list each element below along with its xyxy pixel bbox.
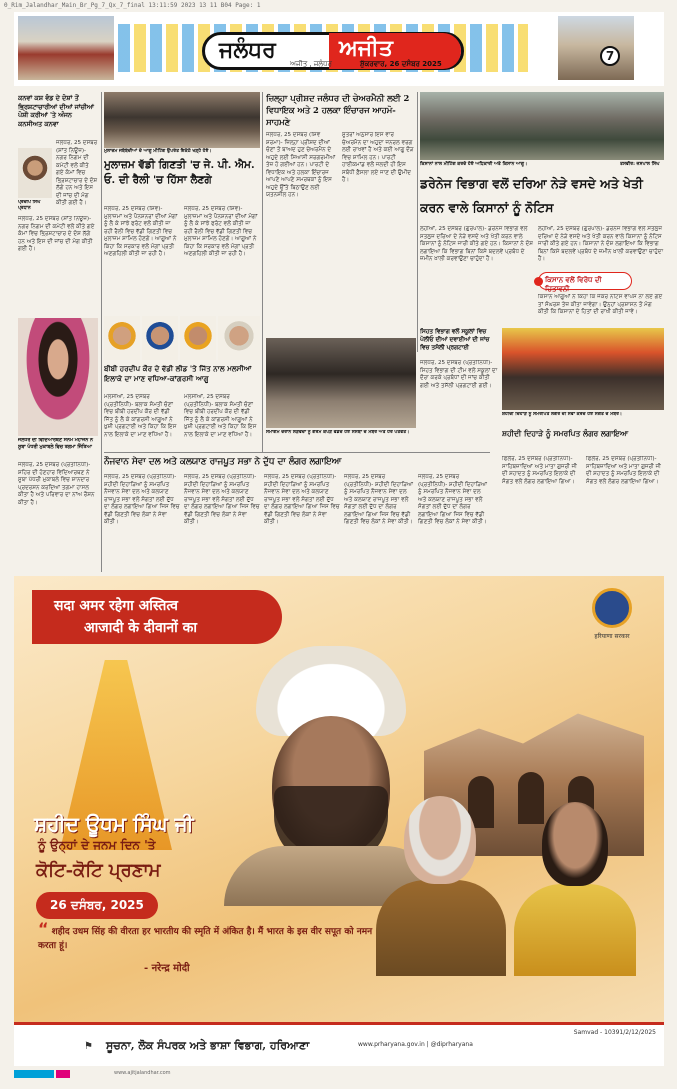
masthead-photo-right (558, 16, 634, 80)
column-rule (417, 92, 418, 352)
logo-text: हरियाणा सरकार (594, 633, 630, 640)
farmers-body-2: ਕਿਸਾਨ ਆਗੂਆਂ ਨੇ ਕਿਹਾ ਕਿ ਜੇਕਰ ਨੋਟਿਸ ਵਾਪਸ ਨਾ ਲਏ ਗਏ ਤਾਂ ਸੰਘਰਸ਼ ਤੇਜ਼ ਕੀਤਾ ਜਾਵੇਗਾ। ਉਨ੍ਹਾਂ ਪ੍ਰਸ਼ਾਸਨ ਤੋਂ ਮੰਗ ਕੀਤੀ ਕਿ ਕਿਸਾਨਾਂ ਦੇ ਹਿਤਾਂ ਦੀ ਰਾਖੀ ਕੀਤੀ ਜਾਵੇ। (538, 294, 663, 315)
portrait-photo (18, 148, 52, 198)
ad-tagline-1: सदा अमर रहेगा अस्तित्व (54, 598, 178, 614)
ngo-headline: ਨੌਜਵਾਨ ਸੇਵਾ ਦਲ ਅਤੇ ਕਲਯਾਣ ਰਾਜਪੂਤ ਸਭਾ ਨੇ ਦੁੱਧ ਦਾ ਲੰਗਰ ਲਗਾਇਆ (104, 457, 342, 467)
section-rule (104, 452, 490, 453)
farmers-headline: ਡਰੇਨੇਜ ਵਿਭਾਗ ਵਲੋਂ ਦਰਿਆ ਨੇੜੇ ਵਸਦੇ ਅਤੇ ਖੇਤੀ ਕਰਨ ਵਾਲੇ ਕਿਸਾਨਾਂ ਨੂੰ ਨੋਟਿਸ (420, 176, 643, 215)
headshot-2 (142, 316, 178, 360)
ad-tagline-box (32, 590, 282, 644)
left-body: ਜਲੰਧਰ, 25 ਦਸੰਬਰ (ਸ਼ਾਂਤ ਨਿਊਜ਼)- ਨਗਰ ਨਿਗਮ ਦੀ ਕਮੇਟੀ ਵਲੋਂ ਕੀਤੇ ਗਏ ਕੰਮਾਂ ਵਿਚ ਭ੍ਰਿਸ਼ਟਾਚਾਰ ਦੇ ਦੋਸ਼ ਲੱਗੇ ਹਨ ਅਤੇ ਇਸ ਦੀ ਜਾਂਚ ਦੀ ਮੰਗ ਕੀਤੀ ਗਈ ਹੈ। (56, 140, 98, 206)
headshot-4 (218, 316, 260, 360)
cm-photo (510, 786, 640, 976)
ad-web-handles: www.prharyana.gov.in | @diprharyana (358, 1041, 473, 1048)
logo-brand: ਅਜੀਤ (329, 33, 461, 69)
cyan-bar (14, 1070, 54, 1078)
portrait-caption: ਪ੍ਰਦੀਪ ਸਿੰਘ ਪ੍ਰਧਾਨ (18, 200, 41, 211)
rally-photo (104, 92, 260, 148)
left-headline: ਕਨਵਾਂ ਕਸ਼ ਵੰਡ ਦੇ ਦੋਸ਼ਾਂ ਤੋਂ ਭ੍ਰਿਸ਼ਟਾਚਾਰੀਆਂ ਦੀਆਂ ਜਾਂਚੀਆਂ ਪੋਸ਼ੀ ਕਰੀਆਂ 'ਤੇ ਅੰਜਨ ਕਨਸੀਅਤ ਕਨਵਾ (18, 94, 94, 128)
farmers-tag (538, 272, 632, 293)
farmers-tag-label: ਕਿਸਾਨ ਵਲੋਂ ਵਿਰੋਧ ਦੀ ਚਿਤਾਵਨੀ (545, 276, 602, 293)
ad-line-3: ਕੋਟਿ-ਕੋਟਿ ਪ੍ਰਣਾਮ (36, 860, 161, 881)
logo-city: ਜਲੰਧਰ (219, 37, 276, 63)
ad-quote (38, 919, 378, 953)
pm-photo (370, 776, 510, 976)
ad-name: ਸ਼ਹੀਦ ਊਧਮ ਸਿੰਘ ਜੀ (34, 812, 194, 836)
ad-date-badge: 26 ਦਸੰਬਰ, 2025 (36, 892, 158, 919)
bibi-headline: ਬੀਬੀ ਹਰਦੀਪ ਕੌਰ ਦੇ ਵੱਡੀ ਲੀਡ 'ਤੇ ਜਿੱਤ ਨਾਲ ਮਲਸੀਆਂ ਇਲਾਕੇ ਦਾ ਮਾਣ ਵਧਿਆ-ਕਾਂਗਰਸੀ ਆਗੂ (104, 364, 252, 383)
bags-headline: ਸਿਹਤ ਵਿਭਾਗ ਵਲੋਂ ਸਕੂਲਾਂ ਵਿਚ ਪੋਲੀਓ ਦੀਆਂ ਦਵਾਈਆਂ ਦੀ ਜਾਂਚ ਵਿਚ ਤਸੱਲੀ ਪ੍ਰਗਟਾਈ (420, 329, 490, 351)
board-body: ਜਲੰਧਰ, 25 ਦਸੰਬਰ (ਸ਼ਿਵ ਸ਼ਰਮਾ)- ਜ਼ਿਲ੍ਹਾ ਪ੍ਰੀਸ਼ਦ ਦੀਆਂ ਚੋਣਾਂ ਤੋਂ ਬਾਅਦ ਹੁਣ ਚੇਅਰਮੈਨ ਦੇ ਅਹੁਦੇ ਲਈ ਸਿਆਸੀ ਸਰਗਰਮੀਆਂ ਤੇਜ਼ ਹੋ ਗਈਆਂ ਹਨ। ਪਾਰਟੀ ਦੇ ਵਿਧਾਇਕ ਅਤੇ ਹਲਕਾ ਇੰਚਾਰਜ ਆਪਣੇ ਆਪਣੇ ਸਮਰਥਕਾਂ ਨੂੰ ਇਸ ਅਹੁਦੇ ਉੱਤੇ ਬਿਠਾਉਣ ਲਈ ਯਤਨਸ਼ੀਲ ਹਨ। (266, 132, 336, 198)
woman-photo (18, 318, 98, 436)
column-rule (262, 92, 263, 452)
ad-quote-author: - नरेन्द्र मोदी (144, 963, 190, 974)
print-strip (14, 1070, 664, 1080)
rally-photo-caption: ਮੁਲਾਜ਼ਮ ਜਥੇਬੰਦੀਆਂ ਦੇ ਆਗੂ ਮੀਟਿੰਗ ਉਪਰੰਤ ਇਕੱਠੇ ਖੜ੍ਹੇ ਹੋਏ। (104, 149, 212, 154)
ngo-body-2: ਜਲੰਧਰ, 25 ਦਸੰਬਰ (ਪ੍ਰਤੀਨਿਧੀ)- ਸ਼ਹੀਦੀ ਦਿਹਾੜਿਆਂ ਨੂੰ ਸਮਰਪਿਤ ਨੌਜਵਾਨ ਸੇਵਾ ਦਲ ਅਤੇ ਕਲਯਾਣ ਰਾਜਪੂਤ ਸਭਾ ਵਲੋਂ ਸੰਗਤਾਂ ਲਈ ਦੁੱਧ ਦਾ ਲੰਗਰ ਲਗਾਇਆ ਗਿਆ ਜਿਸ ਵਿਚ ਵੱਡੀ ਗਿਣਤੀ ਵਿਚ ਲੋਕਾਂ ਨੇ ਸੇਵਾ ਕੀਤੀ। (184, 474, 260, 525)
woman-caption: ਜਲੰਧਰ ਦੀ ਵਿਦਿਆਰਥਣ ਸੋਨਮ ਮਹਾਜਨ ਨੇ ਸੂਬਾ ਪੱਧਰੀ ਮੁਕਾਬਲੇ ਵਿਚ ਤਗਮਾ ਜਿੱਤਿਆ (18, 438, 93, 450)
farmers-photo (420, 92, 664, 160)
ad-quote-text: शहीद उधम सिंह की वीरता हर भारतीय की स्मृति में अंकित है। मैं भारत के इस वीर सपूत को नमन करता हूं। (38, 927, 373, 951)
tag-bullet-icon (534, 277, 543, 286)
left-body-2: ਜਲੰਧਰ, 25 ਦਸੰਬਰ (ਪ੍ਰਤੀਨਿਧੀ)- ਸ਼ਹਿਰ ਦੀ ਹੋਣਹਾਰ ਵਿਦਿਆਰਥਣ ਨੇ ਸੂਬਾ ਪੱਧਰੀ ਮੁਕਾਬਲੇ ਵਿਚ ਸ਼ਾਨਦਾਰ ਪ੍ਰਦਰਸ਼ਨ ਕਰਦਿਆਂ ਤਗਮਾ ਹਾਸਲ ਕੀਤਾ ਹੈ ਅਤੇ ਪਰਿਵਾਰ ਦਾ ਨਾਂਅ ਰੌਸ਼ਨ ਕੀਤਾ ਹੈ। (18, 462, 95, 506)
bibi-body-continued: ਮਲਸੀਆਂ, 25 ਦਸੰਬਰ (ਪ੍ਰਤੀਨਿਧੀ)- ਬਲਾਕ ਸੰਮਤੀ ਚੋਣਾਂ ਵਿਚ ਬੀਬੀ ਹਰਦੀਪ ਕੌਰ ਦੀ ਵੱਡੀ ਜਿੱਤ ਨੂੰ ਲੈ ਕੇ ਕਾਂਗਰਸੀ ਆਗੂਆਂ ਨੇ ਖ਼ੁਸ਼ੀ ਪ੍ਰਗਟਾਈ ਅਤੇ ਕਿਹਾ ਕਿ ਇਸ ਨਾਲ ਇਲਾਕੇ ਦਾ ਮਾਣ ਵਧਿਆ ਹੈ। (184, 394, 257, 438)
ad-tagline-2: आजादी के दीवानों का (84, 620, 197, 636)
column-rule (101, 92, 102, 572)
farmers-photo-credit: ਤਸਵੀਰ: ਜਸਪਾਲ ਸਿੰਘ (620, 162, 660, 167)
ngo-body-5: ਜਲੰਧਰ, 25 ਦਸੰਬਰ (ਪ੍ਰਤੀਨਿਧੀ)- ਸ਼ਹੀਦੀ ਦਿਹਾੜਿਆਂ ਨੂੰ ਸਮਰਪਿਤ ਨੌਜਵਾਨ ਸੇਵਾ ਦਲ ਅਤੇ ਕਲਯਾਣ ਰਾਜਪੂਤ ਸਭਾ ਵਲੋਂ ਸੰਗਤਾਂ ਲਈ ਦੁੱਧ ਦਾ ਲੰਗਰ ਲਗਾਇਆ ਗਿਆ ਜਿਸ ਵਿਚ ਵੱਡੀ ਗਿਣਤੀ ਵਿਚ ਲੋਕਾਂ ਨੇ ਸੇਵਾ ਕੀਤੀ। (418, 474, 488, 525)
cm-body (514, 884, 636, 976)
magenta-bar (56, 1070, 70, 1078)
page-number: 7 (600, 46, 620, 66)
masthead-subtitle: ਅਜੀਤ , ਜਲੰਧਰ (290, 60, 332, 68)
rally-body: ਜਲੰਧਰ, 25 ਦਸੰਬਰ (ਸ਼ਿਵ)- ਮੁਲਾਜ਼ਮਾਂ ਅਤੇ ਪੈਨਸ਼ਨਰਾਂ ਦੀਆਂ ਮੰਗਾਂ ਨੂੰ ਲੈ ਕੇ ਸਾਂਝੇ ਫਰੰਟ ਵਲੋਂ ਕੀਤੀ ਜਾ ਰਹੀ ਰੈਲੀ ਵਿਚ ਵੱਡੀ ਗਿਣਤੀ ਵਿਚ ਮੁਲਾਜ਼ਮ ਸ਼ਾਮਿਲ ਹੋਣਗੇ। ਆਗੂਆਂ ਨੇ ਕਿਹਾ ਕਿ ਸਰਕਾਰ ਵਲੋਂ ਮੰਗਾਂ ਪ੍ਰਤੀ ਅਣਗਹਿਲੀ ਕੀਤੀ ਜਾ ਰਹੀ ਹੈ। (104, 206, 178, 257)
board-body-2: ਸੂਤਰਾਂ ਅਨੁਸਾਰ ਇਸ ਵਾਰ ਚੇਅਰਮੈਨ ਦਾ ਅਹੁਦਾ ਜਨਰਲ ਵਰਗ ਲਈ ਰਾਖਵਾਂ ਹੈ ਅਤੇ ਕਈ ਆਗੂ ਦੌੜ ਵਿਚ ਸ਼ਾਮਿਲ ਹਨ। ਪਾਰਟੀ ਹਾਈਕਮਾਂਡ ਵਲੋਂ ਜਲਦੀ ਹੀ ਇਸ ਸਬੰਧੀ ਫ਼ੈਸਲਾ ਲਏ ਜਾਣ ਦੀ ਉਮੀਦ ਹੈ। (342, 132, 414, 183)
headshot-1 (104, 316, 140, 360)
headshot-3 (180, 316, 216, 360)
langar-body: ਫਿਲੌਰ, 25 ਦਸੰਬਰ (ਪ੍ਰਤੀਨਿਧੀ)- ਸਾਹਿਬਜ਼ਾਦਿਆਂ ਅਤੇ ਮਾਤਾ ਗੁਜਰੀ ਜੀ ਦੀ ਸ਼ਹਾਦਤ ਨੂੰ ਸਮਰਪਿਤ ਇਲਾਕੇ ਦੀ ਸੰਗਤ ਵਲੋਂ ਲੰਗਰ ਲਗਾਇਆ ਗਿਆ। (502, 456, 577, 485)
farmers-body: ਲੋਹੀਆਂ, 25 ਦਸੰਬਰ (ਗੁਰਪਾਲ)- ਡਰੇਨੇਜ ਵਿਭਾਗ ਵਲੋਂ ਸਤਲੁਜ ਦਰਿਆ ਦੇ ਨੇੜੇ ਵਸਦੇ ਅਤੇ ਖੇਤੀ ਕਰਨ ਵਾਲੇ ਕਿਸਾਨਾਂ ਨੂੰ ਨੋਟਿਸ ਜਾਰੀ ਕੀਤੇ ਗਏ ਹਨ। ਕਿਸਾਨਾਂ ਨੇ ਦੋਸ਼ ਲਗਾਇਆ ਕਿ ਵਿਭਾਗ ਬਿਨਾਂ ਕਿਸੇ ਬਦਲਵੇਂ ਪ੍ਰਬੰਧ ਦੇ ਜ਼ਮੀਨ ਖ਼ਾਲੀ ਕਰਵਾਉਣਾ ਚਾਹੁੰਦਾ ਹੈ। (420, 226, 534, 262)
flag-icon: ⚑ (84, 1041, 93, 1052)
farmers-body-top: ਲੋਹੀਆਂ, 25 ਦਸੰਬਰ (ਗੁਰਪਾਲ)- ਡਰੇਨੇਜ ਵਿਭਾਗ ਵਲੋਂ ਸਤਲੁਜ ਦਰਿਆ ਦੇ ਨੇੜੇ ਵਸਦੇ ਅਤੇ ਖੇਤੀ ਕਰਨ ਵਾਲੇ ਕਿਸਾਨਾਂ ਨੂੰ ਨੋਟਿਸ ਜਾਰੀ ਕੀਤੇ ਗਏ ਹਨ। ਕਿਸਾਨਾਂ ਨੇ ਦੋਸ਼ ਲਗਾਇਆ ਕਿ ਵਿਭਾਗ ਬਿਨਾਂ ਕਿਸੇ ਬਦਲਵੇਂ ਪ੍ਰਬੰਧ ਦੇ ਜ਼ਮੀਨ ਖ਼ਾਲੀ ਕਰਵਾਉਣਾ ਚਾਹੁੰਦਾ ਹੈ। (538, 226, 664, 262)
ad-department: ਸੂਚਨਾ, ਲੋਕ ਸੰਪਰਕ ਅਤੇ ਭਾਸ਼ਾ ਵਿਭਾਗ, ਹਰਿਆਣਾ (106, 1039, 310, 1052)
langar-headline: ਸ਼ਹੀਦੀ ਦਿਹਾੜੇ ਨੂੰ ਸਮਰਪਿਤ ਲੰਗਰ ਲਗਾਇਆ (502, 429, 629, 438)
board-headline: ਜ਼ਿਲ੍ਹਾ ਪ੍ਰੀਸ਼ਦ ਜਲੰਧਰ ਦੀ ਚੇਅਰਮੈਨੀ ਲਈ 2 ਵਿਧਾਇਕ ਅਤੇ 2 ਹਲਕਾ ਇੰਚਾਰਜ ਆਹਮੋ-ਸਾਹਮਣੇ (266, 93, 410, 127)
ngo-photo-caption: ਸਮਾਗਮ ਦੌਰਾਨ ਲੋੜਵੰਦਾਂ ਨੂੰ ਗਰਮ ਕੱਪੜੇ ਵੰਡਦੇ ਹੋਏ ਸੰਸਥਾ ਦੇ ਮੈਂਬਰ ਅਤੇ ਹੋਰ ਪਤਵੰਤੇ। (266, 430, 410, 435)
bags-body: ਜਲੰਧਰ, 25 ਦਸੰਬਰ (ਪ੍ਰਤੀਨਿਧੀ)- ਸਿਹਤ ਵਿਭਾਗ ਦੀ ਟੀਮ ਵਲੋਂ ਸਕੂਲਾਂ ਦਾ ਦੌਰਾ ਕਰਕੇ ਪ੍ਰਬੰਧਾਂ ਦੀ ਜਾਂਚ ਕੀਤੀ ਗਈ ਅਤੇ ਤਸੱਲੀ ਪ੍ਰਗਟਾਈ ਗਈ। (420, 360, 498, 389)
ad-code: Samvad - 10391/2/12/2025 (573, 1029, 656, 1036)
rally-body-continued: ਜਲੰਧਰ, 25 ਦਸੰਬਰ (ਸ਼ਿਵ)- ਮੁਲਾਜ਼ਮਾਂ ਅਤੇ ਪੈਨਸ਼ਨਰਾਂ ਦੀਆਂ ਮੰਗਾਂ ਨੂੰ ਲੈ ਕੇ ਸਾਂਝੇ ਫਰੰਟ ਵਲੋਂ ਕੀਤੀ ਜਾ ਰਹੀ ਰੈਲੀ ਵਿਚ ਵੱਡੀ ਗਿਣਤੀ ਵਿਚ ਮੁਲਾਜ਼ਮ ਸ਼ਾਮਿਲ ਹੋਣਗੇ। ਆਗੂਆਂ ਨੇ ਕਿਹਾ ਕਿ ਸਰਕਾਰ ਵਲੋਂ ਮੰਗਾਂ ਪ੍ਰਤੀ ਅਣਗਹਿਲੀ ਕੀਤੀ ਜਾ ਰਹੀ ਹੈ। (184, 206, 258, 257)
ad-footer (14, 1022, 664, 1066)
advertisement (14, 576, 664, 1066)
cm-head (542, 802, 608, 886)
langar-body-continued: ਫਿਲੌਰ, 25 ਦਸੰਬਰ (ਪ੍ਰਤੀਨਿਧੀ)- ਸਾਹਿਬਜ਼ਾਦਿਆਂ ਅਤੇ ਮਾਤਾ ਗੁਜਰੀ ਜੀ ਦੀ ਸ਼ਹਾਦਤ ਨੂੰ ਸਮਰਪਿਤ ਇਲਾਕੇ ਦੀ ਸੰਗਤ ਵਲੋਂ ਲੰਗਰ ਲਗਾਇਆ ਗਿਆ। (586, 456, 661, 485)
masthead-date: ਸ਼ੁੱਕਰਵਾਰ, 26 ਦਸੰਬਰ 2025 (360, 60, 442, 68)
ngo-body-4: ਜਲੰਧਰ, 25 ਦਸੰਬਰ (ਪ੍ਰਤੀਨਿਧੀ)- ਸ਼ਹੀਦੀ ਦਿਹਾੜਿਆਂ ਨੂੰ ਸਮਰਪਿਤ ਨੌਜਵਾਨ ਸੇਵਾ ਦਲ ਅਤੇ ਕਲਯਾਣ ਰਾਜਪੂਤ ਸਭਾ ਵਲੋਂ ਸੰਗਤਾਂ ਲਈ ਦੁੱਧ ਦਾ ਲੰਗਰ ਲਗਾਇਆ ਗਿਆ ਜਿਸ ਵਿਚ ਵੱਡੀ ਗਿਣਤੀ ਵਿਚ ਲੋਕਾਂ ਨੇ ਸੇਵਾ ਕੀਤੀ। (344, 474, 414, 525)
quote-mark-icon: “ (38, 919, 49, 938)
bibi-body: ਮਲਸੀਆਂ, 25 ਦਸੰਬਰ (ਪ੍ਰਤੀਨਿਧੀ)- ਬਲਾਕ ਸੰਮਤੀ ਚੋਣਾਂ ਵਿਚ ਬੀਬੀ ਹਰਦੀਪ ਕੌਰ ਦੀ ਵੱਡੀ ਜਿੱਤ ਨੂੰ ਲੈ ਕੇ ਕਾਂਗਰਸੀ ਆਗੂਆਂ ਨੇ ਖ਼ੁਸ਼ੀ ਪ੍ਰਗਟਾਈ ਅਤੇ ਕਿਹਾ ਕਿ ਇਸ ਨਾਲ ਇਲਾਕੇ ਦਾ ਮਾਣ ਵਧਿਆ ਹੈ। (104, 394, 177, 438)
pm-body (376, 880, 506, 976)
ngo-body-3: ਜਲੰਧਰ, 25 ਦਸੰਬਰ (ਪ੍ਰਤੀਨਿਧੀ)- ਸ਼ਹੀਦੀ ਦਿਹਾੜਿਆਂ ਨੂੰ ਸਮਰਪਿਤ ਨੌਜਵਾਨ ਸੇਵਾ ਦਲ ਅਤੇ ਕਲਯਾਣ ਰਾਜਪੂਤ ਸਭਾ ਵਲੋਂ ਸੰਗਤਾਂ ਲਈ ਦੁੱਧ ਦਾ ਲੰਗਰ ਲਗਾਇਆ ਗਿਆ ਜਿਸ ਵਿਚ ਵੱਡੀ ਗਿਣਤੀ ਵਿਚ ਲੋਕਾਂ ਨੇ ਸੇਵਾ ਕੀਤੀ। (264, 474, 340, 525)
ngo-body-1: ਜਲੰਧਰ, 25 ਦਸੰਬਰ (ਪ੍ਰਤੀਨਿਧੀ)- ਸ਼ਹੀਦੀ ਦਿਹਾੜਿਆਂ ਨੂੰ ਸਮਰਪਿਤ ਨੌਜਵਾਨ ਸੇਵਾ ਦਲ ਅਤੇ ਕਲਯਾਣ ਰਾਜਪੂਤ ਸਭਾ ਵਲੋਂ ਸੰਗਤਾਂ ਲਈ ਦੁੱਧ ਦਾ ਲੰਗਰ ਲਗਾਇਆ ਗਿਆ ਜਿਸ ਵਿਚ ਵੱਡੀ ਗਿਣਤੀ ਵਿਚ ਲੋਕਾਂ ਨੇ ਸੇਵਾ ਕੀਤੀ। (104, 474, 180, 525)
ngo-photo (266, 338, 416, 428)
langar-photo-caption: ਸ਼ਹੀਦੀ ਦਿਹਾੜੇ ਨੂੰ ਸਮਰਪਿਤ ਲੰਗਰ ਦੀ ਸੇਵਾ ਕਰਦੇ ਹੋਏ ਸੰਗਤ ਦੇ ਮੈਂਬਰ। (502, 412, 623, 417)
left-body-continued: ਜਲੰਧਰ, 25 ਦਸੰਬਰ (ਸ਼ਾਂਤ ਨਿਊਜ਼)- ਨਗਰ ਨਿਗਮ ਦੀ ਕਮੇਟੀ ਵਲੋਂ ਕੀਤੇ ਗਏ ਕੰਮਾਂ ਵਿਚ ਭ੍ਰਿਸ਼ਟਾਚਾਰ ਦੇ ਦੋਸ਼ ਲੱਗੇ ਹਨ ਅਤੇ ਇਸ ਦੀ ਜਾਂਚ ਦੀ ਮੰਗ ਕੀਤੀ ਗਈ ਹੈ। (18, 216, 95, 252)
masthead-photo-left (18, 16, 114, 80)
pm-head (404, 796, 476, 884)
ad-line-2: ਨੂੰ ਉਨ੍ਹਾਂ ਦੇ ਜਨਮ ਦਿਨ 'ਤੇ (38, 838, 156, 852)
farmers-photo-caption: ਕਿਸਾਨਾਂ ਨਾਲ ਮੀਟਿੰਗ ਕਰਦੇ ਹੋਏ ਅਧਿਕਾਰੀ ਅਤੇ ਕਿਸਾਨ ਆਗੂ। (420, 162, 528, 167)
file-slug: 0_Rim_Jalandhar_Main_Br_Pg_7_Qx_7_final 13:11:59 2023 13 11 B04 Page: 1 (4, 2, 261, 9)
haryana-govt-logo (582, 588, 642, 650)
langar-photo (502, 328, 664, 410)
masthead (14, 12, 664, 86)
rally-headline: ਮੁਲਾਜ਼ਮ ਵੱਡੀ ਗਿਣਤੀ 'ਚ ਜੇ. ਪੀ. ਐਮ. ਓ. ਦੀ ਰੈਲੀ 'ਚ ਹਿੱਸਾ ਲੈਣਗੇ (104, 159, 255, 186)
bottom-note: www.ajitjalandhar.com (114, 1070, 171, 1076)
emblem-icon (592, 588, 632, 628)
